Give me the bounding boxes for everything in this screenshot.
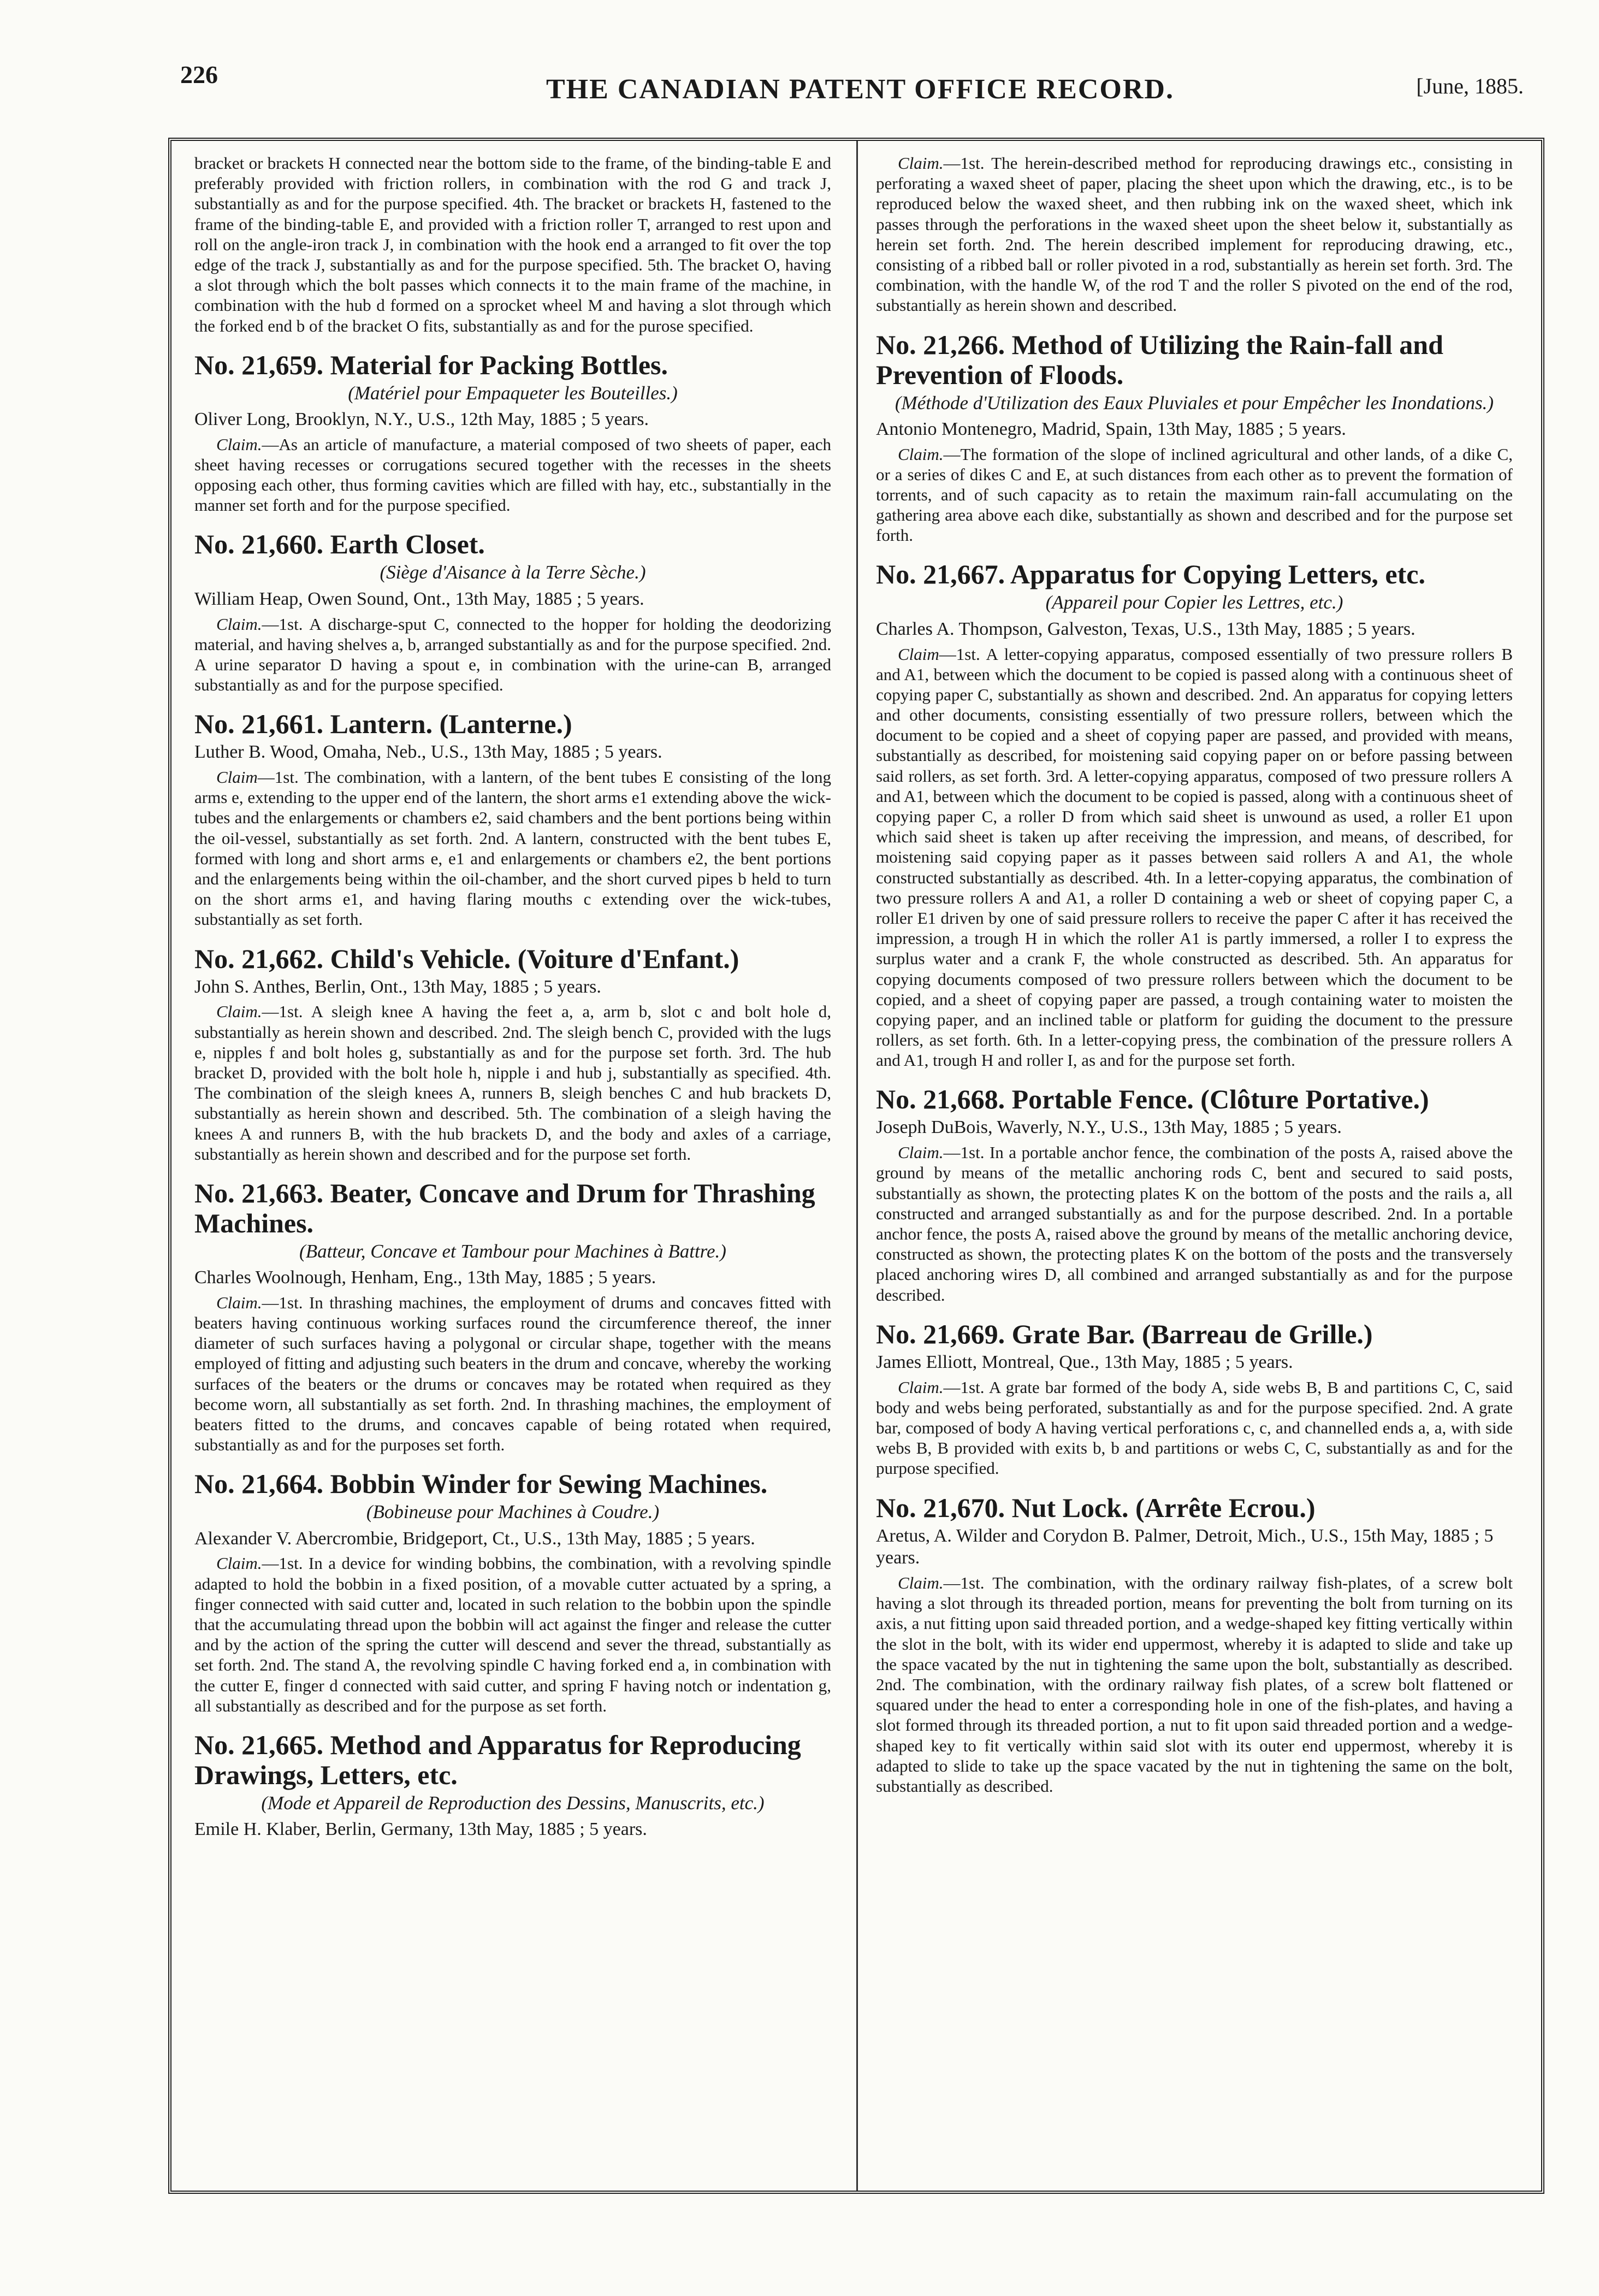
claim-paragraph [194, 1001, 831, 1164]
patent-entry [194, 944, 831, 1164]
claim-text: —1st. In a portable anchor fence, the combination of the posts A, raised above the ground by means of the metallic anchoring rods C, bent and secured to said posts, substantially as shown, the protecting plates K on the bottom of the posts and the rails a, all constructed and arranged substantially as and for the purpose described. 2nd. In a portable anchor fence, the posts A, raised above the ground by means of the metallic anchoring device, constructed as shown, the protecting plates K on the bottom of the posts and the transversely placed anchoring wires D, all combined and arranged substantially as and for the purpose described. [876, 1143, 1513, 1305]
patent-heading: No. 21,659. Material for Packing Bottles. [194, 349, 668, 380]
applicant-line: Luther B. Wood, Omaha, Neb., U.S., 13th May, 1885 ; 5 years. [194, 742, 662, 763]
claim-label: Claim. [898, 1143, 944, 1162]
claim-text: —1st. The herein-described method for reproducing drawings etc., consisting in perforating a waxed sheet of paper, placing the sheet upon which the drawing, etc., is to be reproduced below the waxed sheet, and then rubbing ink on the waxed sheet, which ink passes through the perforations in the waxed sheet upon the sheet below it, substantially as herein set forth. 2nd. The herein described implement for reproducing drawing, etc., consisting of a ribbed ball or roller pivoted in a rod, substantially as herein set forth. 3rd. The combination, with the handle W, of the rod T and the roller S pivoted on the end of the rod, substantially as herein shown and described. [876, 154, 1513, 315]
applicant-line: Alexander V. Abercrombie, Bridgeport, Ct., U.S., 13th May, 1885 ; 5 years. [194, 1528, 755, 1549]
claim-label: Claim. [898, 444, 944, 464]
claim-label: Claim [216, 768, 258, 787]
applicant-line: James Elliott, Montreal, Que., 13th May, 1885 ; 5 years. [876, 1351, 1293, 1372]
claim-paragraph [876, 444, 1513, 546]
claim-text: —1st. A letter-copying apparatus, composed essentially of two pressure rollers B and A1, between which the document to be copied is passed along with a continuous sheet of copying paper C, substantially as shown and described. 2nd. An apparatus for copying letters and other documents, consisting essentially of two pressure rollers, between which the document to be copied and a sheet of copying paper are passed, and provided with means, substantially as described, for moistening said copying paper on or before passing between said rollers, as set forth. 3rd. A letter-copying apparatus, composed of two pressure rollers A and A1, between which the document to be copied is passed, along with a continuous sheet of copying paper C, a roller D from which said sheet is unwound as used, a roller E1 upon which said sheet is taken up after receiving the impression, and means, of described, for moistening said copying paper as it passes between said rollers A and A1, the whole constructed substantially as described. 4th. In a letter-copying apparatus, the combination of two pressure rollers A and A1, a roller D containing a web or sheet of copying paper C, a roller E1 driven by one of said pressure rollers to receive the paper C after it has received the impression, a trough H in which the roller A1 is partly immersed, a roller I to express the surplus water and a crank F, the whole constructed as described. 5th. An apparatus for copying documents composed of two pressure rollers between which the document to be copied, and a sheet of copying paper are passed, a trough containing water to moisten the copying paper, and an inclined table or platform for guiding the document to the pressure rollers, as set forth. 6th. In a letter-copying press, the combination of the pressure rollers A and A1, trough H and roller I, as and for the purpose set forth. [876, 644, 1513, 1070]
patent-entry [876, 1319, 1513, 1479]
claim-text: —1st. The combination, with a lantern, of the bent tubes E consisting of the long arms e, extending to the upper end of the lantern, the short arms e1 extending above the wick-tubes and the enlargements or chambers e2, said chambers and the bent portions being within the oil-vessel, substantially as set forth. 2nd. A lantern, constructed with the bent tubes E, formed with long and short arms e, e1 and enlargements or chambers e2, the bent portions and the enlargements being within the oil-chamber, and the short curved pipes b held to turn on the short arms e1, and having flaring mouths c extending over the wick-tubes, substantially as set forth. [194, 768, 831, 929]
french-title: (Bobineuse pour Machines à Coudre.) [366, 1501, 660, 1523]
patent-heading: No. 21,669. Grate Bar. (Barreau de Grille.) [876, 1318, 1373, 1349]
claim-paragraph [876, 1573, 1513, 1796]
claim-text: —As an article of manufacture, a material composed of two sheets of paper, each sheet having recesses or corrugations secured together with the recesses in the sheets opposing each other, thus forming cavities which are filled with hay, etc., substantially in the manner set forth and for the purpose specified. [194, 434, 831, 515]
applicant-line: John S. Anthes, Berlin, Ont., 13th May, 1885 ; 5 years. [194, 976, 601, 997]
french-title: (Appareil pour Copier les Lettres, etc.) [1045, 592, 1343, 613]
page-frame [168, 138, 1544, 2194]
claim-label: Claim [898, 644, 939, 664]
left-column [194, 153, 831, 2174]
patent-entry [876, 1084, 1513, 1305]
patent-entry [876, 1493, 1513, 1797]
page-number: 226 [180, 61, 218, 88]
claim-text: —1st. A sleigh knee A having the feet a, a, arm b, slot c and bolt hole d, substantially as herein shown and described. 2nd. The sleigh bench C, provided with the lugs e, nipples f and bolt holes g, substantially as and for the purpose set forth. 3rd. The hub bracket D, provided with the bolt hole h, nipple i and hub j, substantially as specified. 4th. The combination of the sleigh knees A, runners B, sleigh benches C and hub brackets D, substantially as herein shown and described. 5th. The combination of a sleigh having the knees A and runners B, with the hub brackets D, and the body and axles of a carriage, substantially as herein shown and described and for the purpose set forth. [194, 1002, 831, 1164]
patent-heading: No. 21,661. Lantern. (Lanterne.) [194, 709, 572, 740]
patent-entry [194, 1469, 831, 1716]
claim-text: —1st. The combination, with the ordinary railway fish-plates, of a screw bolt having a slot through its threaded portion, means for preventing the bolt from turning on its axis, a nut fitting upon said threaded portion, and a wedge-shaped key fitting vertically within the slot in the bolt, with its wider end uppermost, whereby it is adapted to slide and take up the space vacated by the nut in tightening the same upon the bolt, substantially as described. 2nd. The combination, with the ordinary railway fish plates, of a screw bolt flattened or squared under the head to enter a corresponding hole in one of the fish-plates, and having a slot formed through its threaded portion, a nut to fit upon said threaded portion and a wedge-shaped key to fit vertically within said slot with its outer end uppermost, whereby it is adapted to slide to take up the space vacated by the nut in tightening the same on the bolt, substantially as described. [876, 1573, 1513, 1796]
claim-paragraph [194, 767, 831, 930]
claim-label: Claim. [216, 434, 262, 454]
patent-entry [194, 529, 831, 695]
page-header [180, 60, 1556, 126]
right-entries [876, 330, 1513, 1797]
continued-claim [876, 153, 1513, 316]
patent-heading: No. 21,665. Method and Apparatus for Reproducing Drawings, Letters, etc. [194, 1729, 801, 1790]
claim-paragraph [876, 644, 1513, 1071]
publication-title: THE CANADIAN PATENT OFFICE RECORD. [546, 74, 1174, 105]
claim-paragraph [194, 434, 831, 516]
claim-label: Claim. [898, 1377, 944, 1397]
patent-entry [876, 559, 1513, 1070]
applicant-line: Antonio Montenegro, Madrid, Spain, 13th May, 1885 ; 5 years. [876, 418, 1346, 439]
patent-entry [194, 1730, 831, 1841]
patent-entry [876, 330, 1513, 546]
claim-text: —1st. A discharge-sput C, connected to the hopper for holding the deodorizing material, and having shelves a, b, arranged substantially as and for the purpose specified. 2nd. A urine separator D having a spout e, in combination with the urine-can B, arranged substantially as and for the purpose specified. [194, 614, 831, 695]
applicant-line: Aretus, A. Wilder and Corydon B. Palmer, Detroit, Mich., U.S., 15th May, 1885 ; 5 years. [876, 1525, 1494, 1568]
claim-label: Claim. [216, 614, 262, 634]
applicant-line: William Heap, Owen Sound, Ont., 13th May, 1885 ; 5 years. [194, 588, 644, 609]
claim-paragraph [194, 1292, 831, 1455]
left-entries [194, 350, 831, 1841]
claim-paragraph [876, 1142, 1513, 1305]
column-divider [856, 141, 858, 2191]
patent-heading: No. 21,668. Portable Fence. (Clôture Portative.) [876, 1084, 1429, 1115]
french-title: (Batteur, Concave et Tambour pour Machines à Battre.) [299, 1240, 726, 1262]
claim-text: —1st. A grate bar formed of the body A, side webs B, B and partitions C, C, said body and webs being perforated, substantially as and for the purpose specified. 2nd. A grate bar, composed of body A having vertical perforations c, c, and channelled ends a, a, with side webs B, B provided with exits b, b and partitions or webs C, C, substantially as and for the purpose specified. [876, 1377, 1513, 1478]
claim-label: Claim. [898, 154, 944, 173]
claim-text: —The formation of the slope of inclined agricultural and other lands, of a dike C, or a series of dikes C and E, at such distances from each other as to prevent the formation of torrents, and of such capacity as to retain the maximum rain-fall accumulating on the gathering area above each dike, substantially as shown and described and for the purpose set forth. [876, 444, 1513, 545]
french-title: (Siège d'Aisance à la Terre Sèche.) [380, 562, 646, 583]
patent-heading: No. 21,670. Nut Lock. (Arrête Ecrou.) [876, 1492, 1316, 1523]
right-column [876, 153, 1513, 2174]
patent-heading: No. 21,660. Earth Closet. [194, 529, 485, 560]
claim-text: —1st. In a device for winding bobbins, the combination, with a revolving spindle adapted to hold the bobbin in a fixed position, of a movable cutter actuated by a spring, a finger connected with said cutter and, located in such relation to the bobbin upon the spindle that the accumulating thread upon the bobbin will act against the finger and release the cutter and by the action of the spring the cutter will descend and sever the thread, substantially as set forth. 2nd. The stand A, the revolving spindle C having forked end a, in combination with the cutter E, finger d connected with said cutter, and spring F having notch or indentation g, all substantially as described and for the purpose as set forth. [194, 1554, 831, 1715]
french-title: (Mode et Appareil de Reproduction des Dessins, Manuscrits, etc.) [261, 1792, 765, 1814]
patent-heading: No. 21,663. Beater, Concave and Drum for Thrashing Machines. [194, 1177, 815, 1238]
patent-entry [194, 1178, 831, 1455]
patent-entry [194, 350, 831, 516]
applicant-line: Emile H. Klaber, Berlin, Germany, 13th May, 1885 ; 5 years. [194, 1819, 647, 1840]
claim-label: Claim. [216, 1002, 262, 1022]
claim-label: Claim. [898, 1573, 944, 1593]
patent-heading: No. 21,664. Bobbin Winder for Sewing Machines. [194, 1468, 768, 1500]
claim-paragraph [194, 1553, 831, 1716]
french-title: (Méthode d'Utilization des Eaux Pluviales et pour Empêcher les Inondations.) [895, 392, 1494, 414]
applicant-line: Charles A. Thompson, Galveston, Texas, U.S., 13th May, 1885 ; 5 years. [876, 618, 1416, 639]
continued-claim: bracket or brackets H connected near the bottom side to the frame, of the binding-table E and preferably provided with friction rollers, in combination with the rod G and track J, substantially as and for the purpose specified. 4th. The bracket or brackets H, fastened to the frame of the binding-table E, and provided with a friction roller T, arranged to rest upon and roll on the angle-iron track J, in combination with the hook end a arranged to fit over the top edge of the track J, substantially as and for the purpose specified. 5th. The bracket O, having a slot through which the bolt passes which connects it to the main frame of the machine, in combination with the hub d formed on a sprocket wheel M and having a slot through which the forked end b of the bracket O fits, substantially as and for the purose specified. [194, 154, 831, 335]
claim-label: Claim. [216, 1292, 262, 1312]
claim-text: —1st. In thrashing machines, the employment of drums and concaves fitted with beaters having continuous working surfaces round the circumference thereof, the inner diameter of such surfaces having a polygonal or circular shape, together with the means employed of fitting and adjusting such beaters in the drum and concave, whereby the working surfaces of the beaters or the drums or concaves may be rotated when required as they become worn, all substantially as set forth. 2nd. In thrashing machines, the employment of beaters fitted to the drums, and concaves capable of being rotated when required, substantially as and for the purposes set forth. [194, 1292, 831, 1455]
applicant-line: Joseph DuBois, Waverly, N.Y., U.S., 13th May, 1885 ; 5 years. [876, 1117, 1342, 1138]
patent-heading: No. 21,266. Method of Utilizing the Rain-fall and Prevention of Floods. [876, 329, 1443, 390]
patent-heading: No. 21,667. Apparatus for Copying Letters, etc. [876, 559, 1425, 590]
issue-date: [June, 1885. [1416, 74, 1524, 98]
applicant-line: Oliver Long, Brooklyn, N.Y., U.S., 12th May, 1885 ; 5 years. [194, 409, 649, 429]
french-title: (Matériel pour Empaqueter les Bouteilles.) [348, 382, 678, 404]
claim-paragraph [194, 614, 831, 695]
claim-paragraph [876, 1377, 1513, 1479]
patent-entry [194, 709, 831, 929]
patent-heading: No. 21,662. Child's Vehicle. (Voiture d'Enfant.) [194, 943, 739, 974]
applicant-line: Charles Woolnough, Henham, Eng., 13th May, 1885 ; 5 years. [194, 1267, 656, 1288]
claim-label: Claim. [216, 1554, 262, 1573]
